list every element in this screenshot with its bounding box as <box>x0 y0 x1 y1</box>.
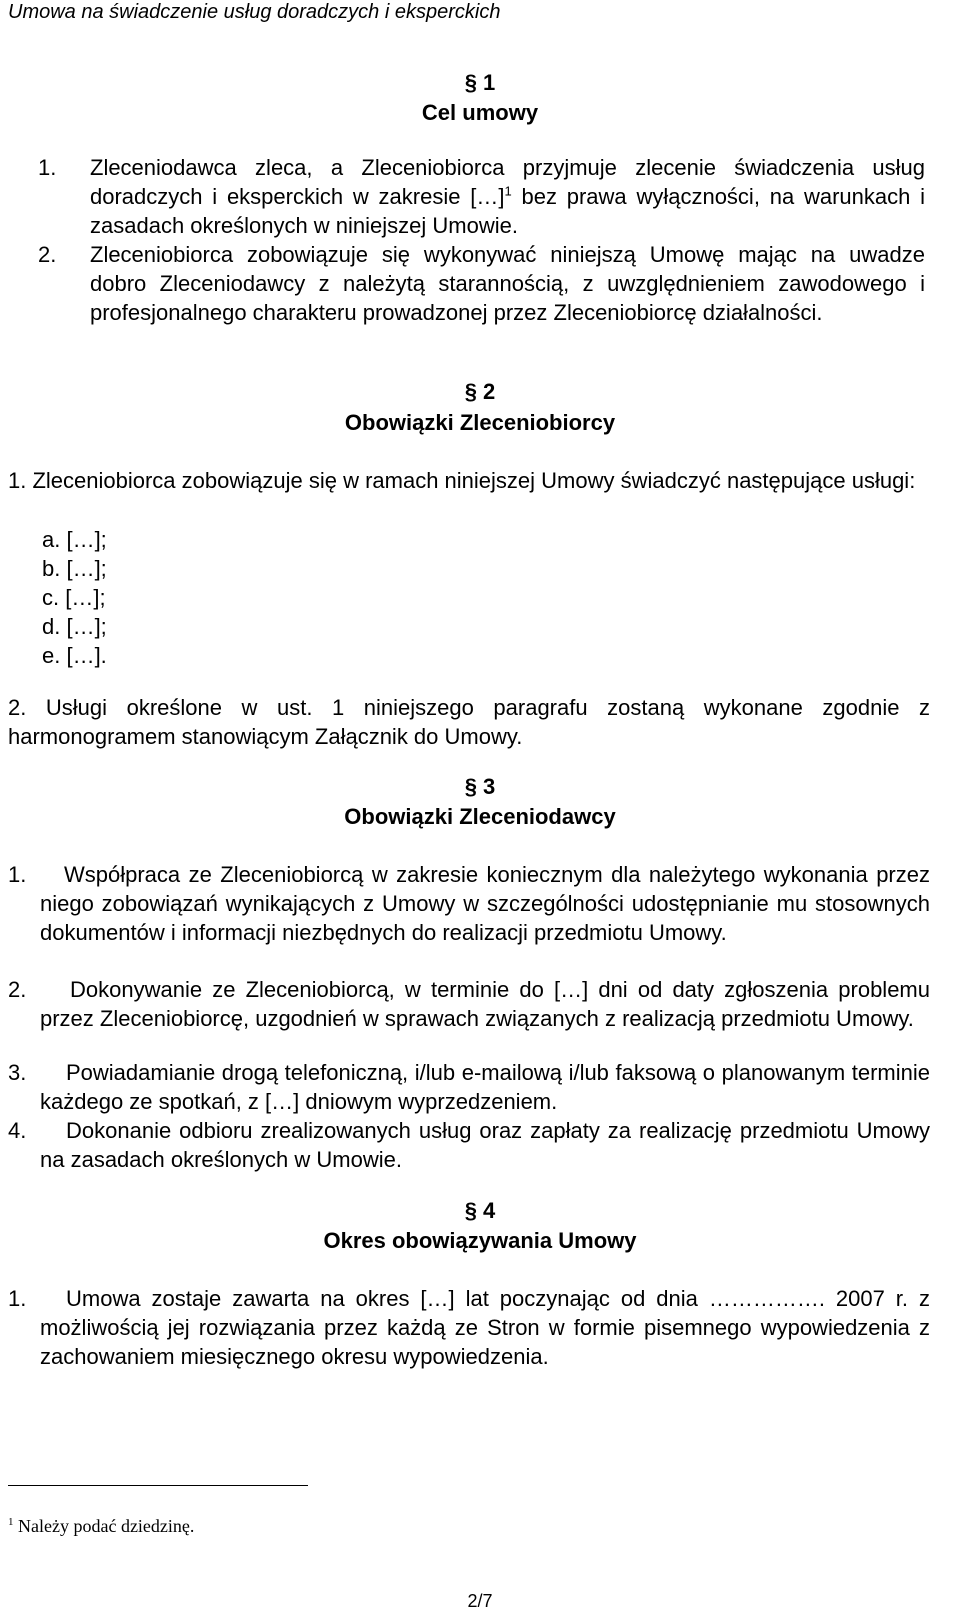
service-list-item-e: e. […]. <box>42 643 107 668</box>
section-2-heading <box>0 377 960 407</box>
section-1-title: Cel umowy <box>421 100 539 125</box>
service-list-item-d: d. […]; <box>42 614 107 639</box>
section-2-title: Obowiązki Zleceniobiorcy <box>344 410 616 435</box>
section-1-item-2-text: Zleceniobiorca zobowiązuje się wykonywać niniejszą Umowę mając na uwadze dobro Zleceniodawcy z należytą starannością, z uwzględnieniem zawodowego i profesjonalnego charakteru prowadzonej przez Zleceniobiorcę działalności. <box>90 242 925 325</box>
section-3-item-3-text: Powiadamianie drogą telefoniczną, i/lub e-mailową i/lub faksową o planowanym terminie każdego ze spotkań, z […] dniowym wyprzedzeniem. <box>40 1060 930 1114</box>
section-2-item-1: 1. Zleceniobiorca zobowiązuje się w ramach niniejszej Umowy świadczyć następujące usługi: <box>8 468 916 493</box>
paragraph-symbol: § <box>464 379 477 404</box>
section-3-heading <box>0 772 960 802</box>
section-1-item-2-number: 2. <box>38 242 57 267</box>
section-3-item-2-text: Dokonywanie ze Zleceniobiorcą, w terminie do […] dni od daty zgłoszenia problemu przez Zleceniobiorcę, uzgodnień w sprawach związanych z realizacją przedmiotu Umowy. <box>40 977 930 1031</box>
section-3-title: Obowiązki Zleceniodawcy <box>344 804 616 829</box>
section-3-item-4-number: 4. <box>8 1118 27 1143</box>
footnote-marker: 1 <box>8 1516 14 1528</box>
footnote-reference: 1 <box>504 183 512 199</box>
footnote-text: Należy podać dziedzinę. <box>13 1516 195 1536</box>
section-4-heading <box>0 1196 960 1226</box>
service-list-item-b: b. […]; <box>42 556 107 581</box>
section-1-item-1-text <box>90 153 925 240</box>
section-1-heading <box>0 68 960 98</box>
paragraph-symbol: § <box>464 1198 477 1223</box>
section-3-item-2-number: 2. <box>8 977 27 1002</box>
section-4-number: 4 <box>483 1198 496 1223</box>
document-header-title: Umowa na świadczenie usług doradczych i eksperckich <box>8 1 501 23</box>
service-list-item-a: a. […]; <box>42 527 107 552</box>
section-3-item-1-text: Współpraca ze Zleceniobiorcą w zakresie koniecznym dla należytego wykonania przez niego zobowiązań wynikających z Umowy w szczególności udostępnianie mu stosownych dokumentów i informacji niezbędnych do realizacji przedmiotu Umowy. <box>40 862 930 945</box>
paragraph-symbol: § <box>464 70 477 95</box>
footnote <box>8 1515 194 1537</box>
section-4-item-1-number: 1. <box>8 1286 27 1311</box>
section-3-item-1-number: 1. <box>8 862 27 887</box>
paragraph-symbol: § <box>464 774 477 799</box>
section-1-number: 1 <box>483 70 496 95</box>
section-3-number: 3 <box>483 774 496 799</box>
section-3-item-3-number: 3. <box>8 1060 27 1085</box>
section-4-title: Okres obowiązywania Umowy <box>323 1228 637 1253</box>
section-4-item-1-text: Umowa zostaje zawarta na okres […] lat poczynając od dnia ……………. 2007 r. z możliwością jej rozwiązania przez każdą ze Stron w formie pisemnego wypowiedzenia z zachowaniem miesięcznego okresu wypowiedzenia. <box>40 1286 930 1369</box>
section-3-item-4-text: Dokonanie odbioru zrealizowanych usług oraz zapłaty za realizację przedmiotu Umowy na zasadach określonych w Umowie. <box>40 1118 930 1172</box>
section-2-item-2: 2. Usługi określone w ust. 1 niniejszego paragrafu zostaną wykonane zgodnie z harmonogramem stanowiącym Załącznik do Umowy. <box>8 695 930 749</box>
section-1-item-1-text-b: bez prawa wyłączności, na warunkach i zasadach określonych w niniejszej Umowie. <box>90 184 926 238</box>
section-1-item-1-text-a: Zleceniodawca zleca, a Zleceniobiorca przyjmuje zlecenie świadczenia usług doradczych i eksperckich w zakresie […] <box>90 155 925 209</box>
section-2-number: 2 <box>483 379 496 404</box>
page-number: 2/7 <box>467 1591 493 1611</box>
section-1-item-1-number: 1. <box>38 155 57 180</box>
footnote-separator <box>8 1485 308 1486</box>
service-list-item-c: c. […]; <box>42 585 106 610</box>
